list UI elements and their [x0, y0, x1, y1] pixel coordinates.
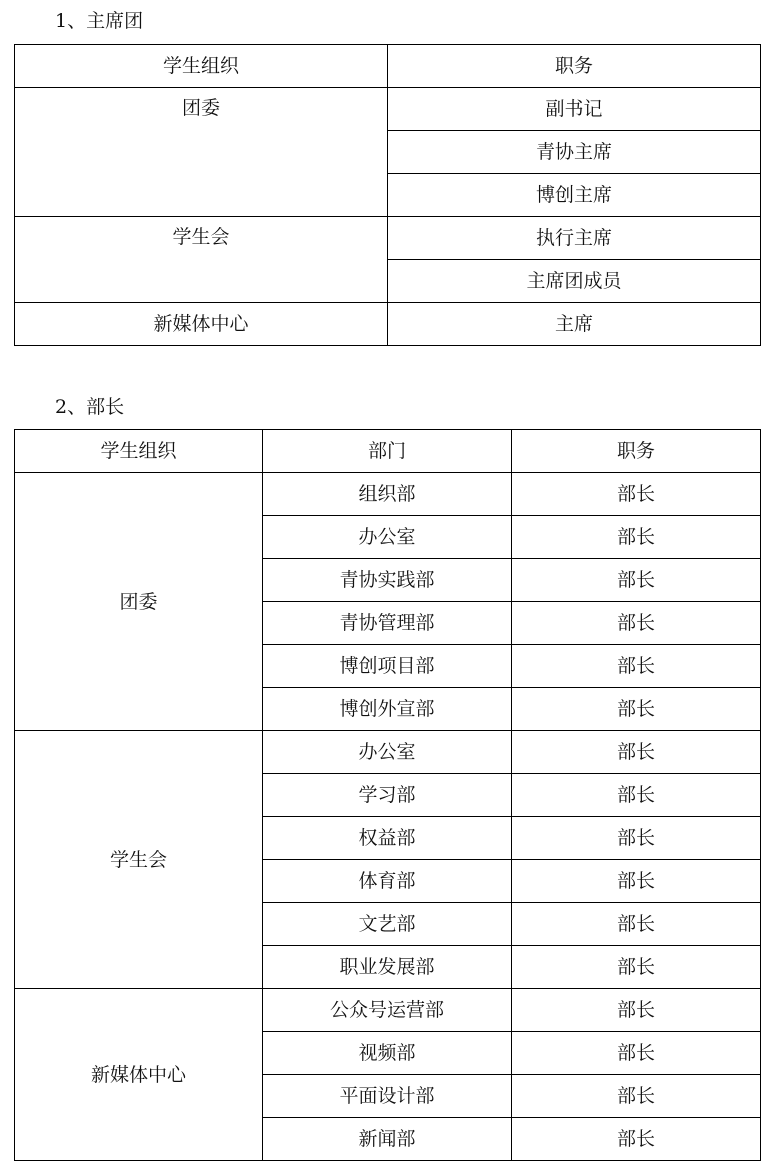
ministers-table	[14, 429, 761, 1161]
column-header-position: 职务	[512, 430, 761, 473]
position-cell: 部长	[512, 903, 761, 946]
position-cell: 部长	[512, 946, 761, 989]
department-cell: 博创项目部	[263, 645, 512, 688]
department-cell: 青协实践部	[263, 559, 512, 602]
organization-cell: 团委	[15, 88, 388, 217]
department-cell: 学习部	[263, 774, 512, 817]
section-heading-presidium: 1、主席团	[55, 10, 144, 32]
department-cell: 青协管理部	[263, 602, 512, 645]
position-cell: 副书记	[388, 88, 761, 131]
table-header-row	[15, 45, 761, 88]
department-cell: 职业发展部	[263, 946, 512, 989]
table-row	[15, 303, 761, 346]
position-cell: 博创主席	[388, 174, 761, 217]
position-cell: 部长	[512, 688, 761, 731]
position-cell: 部长	[512, 473, 761, 516]
department-cell: 体育部	[263, 860, 512, 903]
position-cell: 部长	[512, 860, 761, 903]
position-cell: 主席团成员	[388, 260, 761, 303]
department-cell: 文艺部	[263, 903, 512, 946]
position-cell: 部长	[512, 774, 761, 817]
column-header-position: 职务	[388, 45, 761, 88]
position-cell: 部长	[512, 1032, 761, 1075]
position-cell: 部长	[512, 817, 761, 860]
position-cell: 部长	[512, 1075, 761, 1118]
position-cell: 部长	[512, 1118, 761, 1161]
organization-cell: 新媒体中心	[15, 989, 263, 1161]
organization-cell: 团委	[15, 473, 263, 731]
column-header-organization: 学生组织	[15, 45, 388, 88]
table-row	[15, 989, 761, 1032]
department-cell: 办公室	[263, 731, 512, 774]
table-row	[15, 88, 761, 131]
department-cell: 视频部	[263, 1032, 512, 1075]
column-header-organization: 学生组织	[15, 430, 263, 473]
column-header-department: 部门	[263, 430, 512, 473]
presidium-table	[14, 44, 761, 346]
position-cell: 部长	[512, 989, 761, 1032]
position-cell: 执行主席	[388, 217, 761, 260]
department-cell: 权益部	[263, 817, 512, 860]
position-cell: 部长	[512, 731, 761, 774]
organization-cell: 学生会	[15, 217, 388, 303]
section-heading-ministers: 2、部长	[55, 396, 125, 418]
table-row	[15, 217, 761, 260]
department-cell: 公众号运营部	[263, 989, 512, 1032]
department-cell: 平面设计部	[263, 1075, 512, 1118]
position-cell: 部长	[512, 559, 761, 602]
position-cell: 青协主席	[388, 131, 761, 174]
department-cell: 办公室	[263, 516, 512, 559]
position-cell: 部长	[512, 645, 761, 688]
table-header-row	[15, 430, 761, 473]
organization-cell: 新媒体中心	[15, 303, 388, 346]
position-cell: 部长	[512, 516, 761, 559]
organization-cell: 学生会	[15, 731, 263, 989]
position-cell: 主席	[388, 303, 761, 346]
department-cell: 博创外宣部	[263, 688, 512, 731]
department-cell: 组织部	[263, 473, 512, 516]
department-cell: 新闻部	[263, 1118, 512, 1161]
position-cell: 部长	[512, 602, 761, 645]
table-row	[15, 473, 761, 516]
table-row	[15, 731, 761, 774]
